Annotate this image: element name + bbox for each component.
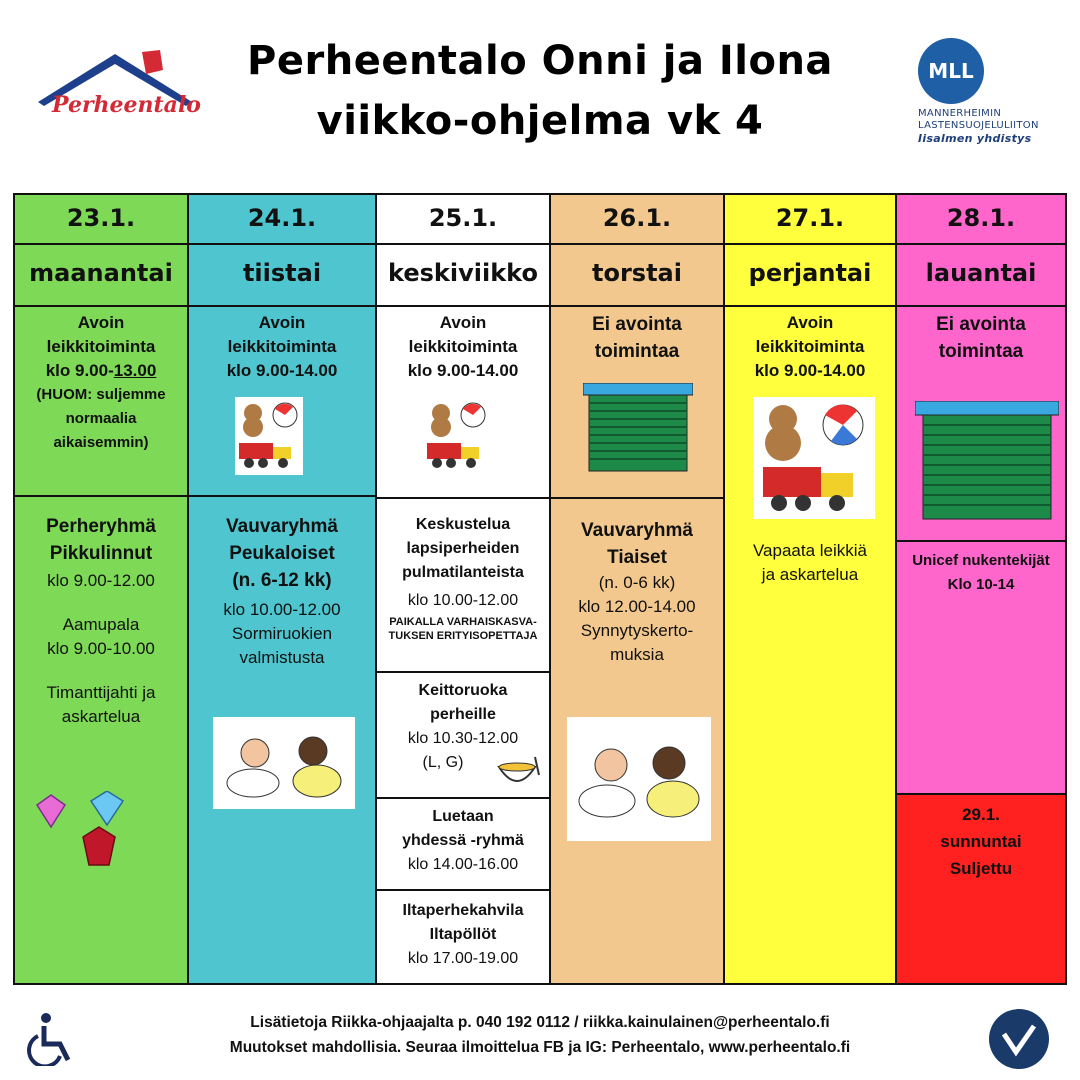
day-column-monday: [13, 193, 189, 985]
divider: [377, 797, 549, 799]
day-name: torstai: [551, 243, 723, 307]
activity-title: Iltaperhekahvila: [402, 902, 524, 919]
day-name: keskiviikko: [377, 243, 549, 307]
mll-text-line2: LASTENSUOJELULIITON: [918, 120, 1039, 131]
activity-line: Ei avointa: [592, 314, 682, 335]
activity-line: leikkitoiminta: [408, 337, 518, 356]
sunday-text: [901, 801, 1061, 882]
activity-reading: [381, 805, 545, 877]
activity-line: toimintaa: [594, 341, 680, 362]
babies-illustration: [567, 717, 711, 841]
activity-note: (HUOM: suljemme: [36, 386, 166, 403]
activity-title: Peukaloiset: [229, 543, 335, 564]
activity-time: klo 9.00-13.00: [45, 361, 157, 380]
activity-line: leikkitoiminta: [46, 337, 156, 356]
day-date: 26.1.: [551, 195, 723, 245]
toys-icon: [423, 397, 491, 475]
activity-title: (n. 6-12 kk): [232, 570, 332, 591]
activity-note: aikaisemmin): [53, 434, 149, 451]
activity-note: (L, G): [422, 754, 464, 771]
babies-illustration: [213, 717, 355, 809]
activity-line: muksia: [610, 645, 664, 664]
mll-text-line1: MANNERHEIMIN: [918, 108, 1002, 119]
activity-line: Vapaata leikkiä: [752, 541, 868, 560]
divider: [377, 889, 549, 891]
activity-time: klo 9.00-10.00: [47, 639, 155, 658]
activity-time: klo 14.00-16.00: [407, 856, 519, 873]
activity-title: Iltapöllöt: [429, 926, 497, 943]
activity-title: pulmatilanteista: [402, 564, 524, 581]
babies-icon: [213, 717, 355, 809]
activity-title: perheille: [430, 706, 496, 723]
activity-evening-cafe: [381, 899, 545, 971]
activity-time: klo 9.00-14.00: [407, 361, 519, 380]
activity-open-play: [729, 311, 891, 383]
activity-line: Synnytyskerto-: [580, 621, 694, 640]
activity-family-group: [19, 513, 183, 729]
activity-discussion: [381, 513, 545, 643]
activity-note: (n. 0-6 kk): [598, 573, 676, 592]
activity-line: Avoin: [258, 313, 306, 332]
divider: [551, 497, 723, 499]
sunday-date: 29.1.: [962, 805, 1000, 824]
activity-time: klo 9.00-14.00: [226, 361, 338, 380]
activity-time: klo 9.00-12.00: [47, 571, 155, 590]
activity-title: Keskustelua: [415, 516, 511, 533]
page-title-line1: Perheentalo Onni ja Ilona: [247, 38, 833, 84]
day-column-wednesday: [375, 193, 551, 985]
activity-baby-group: [193, 513, 371, 670]
soup-bowl-icon: [495, 755, 543, 791]
activity-line: toimintaa: [938, 341, 1024, 362]
activity-note: TUKSEN ERITYISOPETTAJA: [388, 630, 538, 642]
day-column-friday: [723, 193, 897, 985]
activity-time: klo 10.30-12.00: [407, 730, 519, 747]
day-column-saturday: [895, 193, 1067, 985]
perheentalo-logo-text: Perheentalo: [52, 92, 201, 118]
activity-line: ja askartelua: [761, 565, 859, 584]
activity-unicef: [901, 549, 1061, 597]
activity-time: klo 17.00-19.00: [407, 950, 519, 967]
activity-title: Pikkulinnut: [49, 543, 153, 564]
activity-line: Aamupala: [62, 615, 140, 634]
activity-title: lapsiperheiden: [406, 540, 520, 557]
activity-open-play: [381, 311, 545, 383]
house-logo-icon: [30, 40, 200, 140]
closed-shutter-icon: [915, 401, 1059, 521]
activity-open-play: [193, 311, 371, 383]
activity-note: normaalia: [65, 410, 137, 427]
activity-closed: [555, 311, 719, 365]
day-date: 27.1.: [725, 195, 895, 245]
page-title-line2: viikko-ohjelma vk 4: [316, 98, 764, 144]
activity-line: leikkitoiminta: [755, 337, 865, 356]
toys-icon: [753, 397, 875, 519]
mll-logo: MLL: [918, 38, 984, 104]
day-name: maanantai: [15, 243, 187, 307]
activity-time: klo 10.00-12.00: [223, 600, 341, 619]
babies-icon: [567, 717, 711, 841]
sunday-status: Suljettu: [949, 859, 1013, 878]
activity-title: Vauvaryhmä: [226, 516, 338, 537]
day-column-thursday: [549, 193, 725, 985]
toys-icon: [235, 397, 303, 475]
footer-updates: Muutokset mahdollisia. Seuraa ilmoittelua FB ja IG: Perheentalo, www.perheentalo.fi: [229, 1039, 851, 1056]
activity-note: PAIKALLA VARHAISKASVA-: [389, 616, 537, 628]
divider: [15, 495, 187, 497]
activity-title: Tiaiset: [607, 547, 667, 568]
day-column-tuesday: [187, 193, 377, 985]
activity-time: klo 12.00-14.00: [578, 597, 696, 616]
activity-line: Avoin: [439, 313, 487, 332]
activity-line: Avoin: [77, 313, 125, 332]
activity-title: Luetaan: [432, 808, 494, 825]
activity-title: Vauvaryhmä: [581, 520, 693, 541]
activity-line: Ei avointa: [936, 314, 1026, 335]
day-date: 28.1.: [897, 195, 1065, 245]
day-name: perjantai: [725, 243, 895, 307]
activity-line: Sormiruokien: [231, 624, 333, 643]
teddy-ball-truck-icon: [423, 397, 491, 475]
day-date: 24.1.: [189, 195, 375, 245]
activity-time: Klo 10-14: [947, 576, 1015, 593]
divider: [189, 495, 375, 497]
gem-icon: [29, 791, 139, 871]
activity-line: Timanttijahti ja: [46, 683, 156, 702]
activity-baby-group: [555, 517, 719, 667]
activity-time: klo 10.00-12.00: [407, 592, 519, 609]
day-date: 23.1.: [15, 195, 187, 245]
divider: [377, 497, 549, 499]
activity-open-play: [19, 311, 183, 455]
activity-line: leikkitoiminta: [227, 337, 337, 356]
sunday-box: [897, 793, 1065, 983]
teddy-ball-truck-icon: [235, 397, 303, 475]
divider: [897, 540, 1065, 542]
activity-line: valmistusta: [239, 648, 325, 667]
divider: [377, 671, 549, 673]
activity-title: Keittoruoka: [418, 682, 508, 699]
mll-text-line3: Iisalmen yhdistys: [918, 132, 1032, 145]
day-name: lauantai: [897, 243, 1065, 307]
activity-line: Avoin: [786, 313, 834, 332]
activity-title: Perheryhmä: [46, 516, 156, 537]
closed-shutter-icon: [583, 383, 693, 473]
perheentalo-logo: [30, 40, 200, 140]
wheelchair-icon: [26, 1012, 78, 1066]
activity-line: askartelua: [61, 707, 141, 726]
day-date: 25.1.: [377, 195, 549, 245]
activity-title: yhdessä -ryhmä: [402, 832, 524, 849]
activity-free-play: [729, 539, 891, 587]
certificate-badge: [988, 1008, 1050, 1070]
activity-title: Unicef nukentekijät: [912, 552, 1050, 569]
day-name: tiistai: [189, 243, 375, 307]
teddy-ball-truck-icon: [753, 397, 875, 519]
footer-contact: Lisätietoja Riikka-ohjaajalta p. 040 192 0112 / riikka.kainulainen@perheentalo.fi: [250, 1014, 830, 1031]
activity-time: klo 9.00-14.00: [754, 361, 866, 380]
activity-closed: [901, 311, 1061, 365]
sunday-name: sunnuntai: [940, 832, 1022, 851]
